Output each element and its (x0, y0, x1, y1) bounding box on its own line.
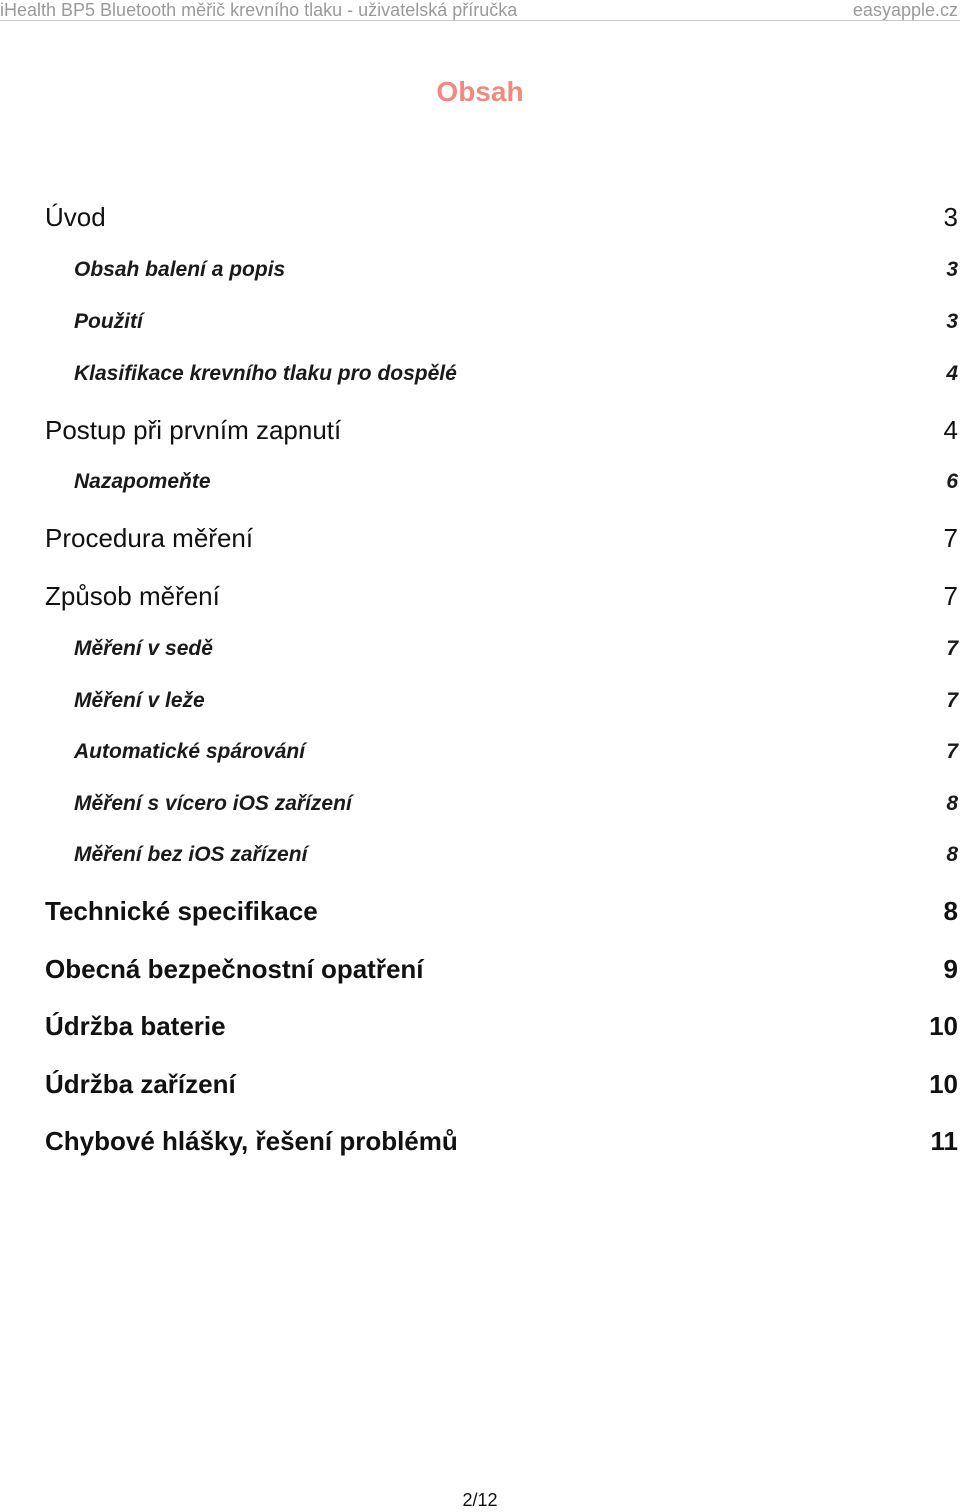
toc-subentry[interactable] (0, 467, 960, 503)
toc-entry[interactable] (0, 199, 960, 235)
toc-subentry-page: 3 (946, 310, 958, 333)
toc-subentry-page: 6 (946, 470, 958, 493)
toc-entry-page: 4 (943, 415, 958, 445)
toc-title: Obsah (436, 76, 524, 107)
toc-subentry[interactable] (0, 840, 960, 876)
toc-subentry[interactable] (0, 737, 960, 773)
toc-entry-page: 10 (929, 1069, 958, 1099)
toc-entry-label: Postup při prvním zapnutí (45, 415, 342, 445)
toc-subentry[interactable] (0, 359, 960, 395)
toc-entry-label: Technické specifikace (45, 896, 318, 926)
toc-entry-page: 7 (943, 523, 958, 553)
toc-entry-label: Chybové hlášky, řešení problémů (45, 1126, 458, 1156)
toc-subentry-label: Klasifikace krevního tlaku pro dospělé (74, 362, 457, 385)
toc-entry[interactable] (0, 893, 960, 929)
toc-subentry[interactable] (0, 634, 960, 670)
toc-subentry-label: Použití (74, 310, 143, 333)
toc-subentry-page: 7 (946, 740, 958, 763)
toc-entry-label: Údržba baterie (45, 1011, 226, 1041)
toc-subentry[interactable] (0, 789, 960, 825)
toc-entry[interactable] (0, 578, 960, 614)
toc-entry[interactable] (0, 412, 960, 448)
toc-entry-label: Způsob měření (45, 581, 220, 611)
document-title: iHealth BP5 Bluetooth měřič krevního tlaku - uživatelská příručka (0, 0, 518, 20)
toc-entry-label: Údržba zařízení (45, 1069, 236, 1099)
toc-entry-page: 7 (943, 581, 958, 611)
toc-entry[interactable] (0, 1123, 960, 1159)
toc-entry-page: 3 (943, 202, 958, 232)
toc-subentry-page: 4 (946, 362, 958, 385)
toc-subentry-page: 7 (946, 689, 958, 712)
toc-subentry[interactable] (0, 686, 960, 722)
toc-entry-label: Obecná bezpečnostní opatření (45, 954, 424, 984)
toc-subentry-page: 3 (946, 258, 958, 281)
site-name: easyapple.cz (852, 0, 958, 20)
toc-subentry-label: Automatické spárování (74, 740, 306, 763)
toc-subentry-page: 8 (946, 792, 958, 815)
toc-subentry-page: 7 (946, 637, 958, 660)
toc-subentry-label: Měření v sedě (74, 637, 213, 660)
toc-entry-page: 11 (930, 1126, 958, 1156)
toc-entry[interactable] (0, 1066, 960, 1102)
toc-subentry[interactable] (0, 255, 960, 291)
toc-entry-label: Úvod (45, 202, 106, 232)
page-indicator: 2/12 (462, 1490, 498, 1510)
toc-entry-page: 10 (929, 1011, 958, 1041)
toc-subentry-label: Obsah balení a popis (74, 258, 286, 281)
toc-entry[interactable] (0, 1008, 960, 1044)
toc-entry-page: 9 (943, 954, 958, 984)
toc-entry-label: Procedura měření (45, 523, 254, 553)
toc-subentry-label: Nazapomeňte (74, 470, 211, 493)
document-header (0, 0, 960, 21)
toc-subentry-label: Měření bez iOS zařízení (74, 843, 308, 866)
toc-entry[interactable] (0, 951, 960, 987)
toc-entry-page: 8 (943, 896, 958, 926)
toc-subentry[interactable] (0, 307, 960, 343)
toc-entry[interactable] (0, 520, 960, 556)
toc-subentry-label: Měření v leže (74, 689, 205, 712)
toc-subentry-label: Měření s vícero iOS zařízení (74, 792, 352, 815)
toc-subentry-page: 8 (946, 843, 958, 866)
